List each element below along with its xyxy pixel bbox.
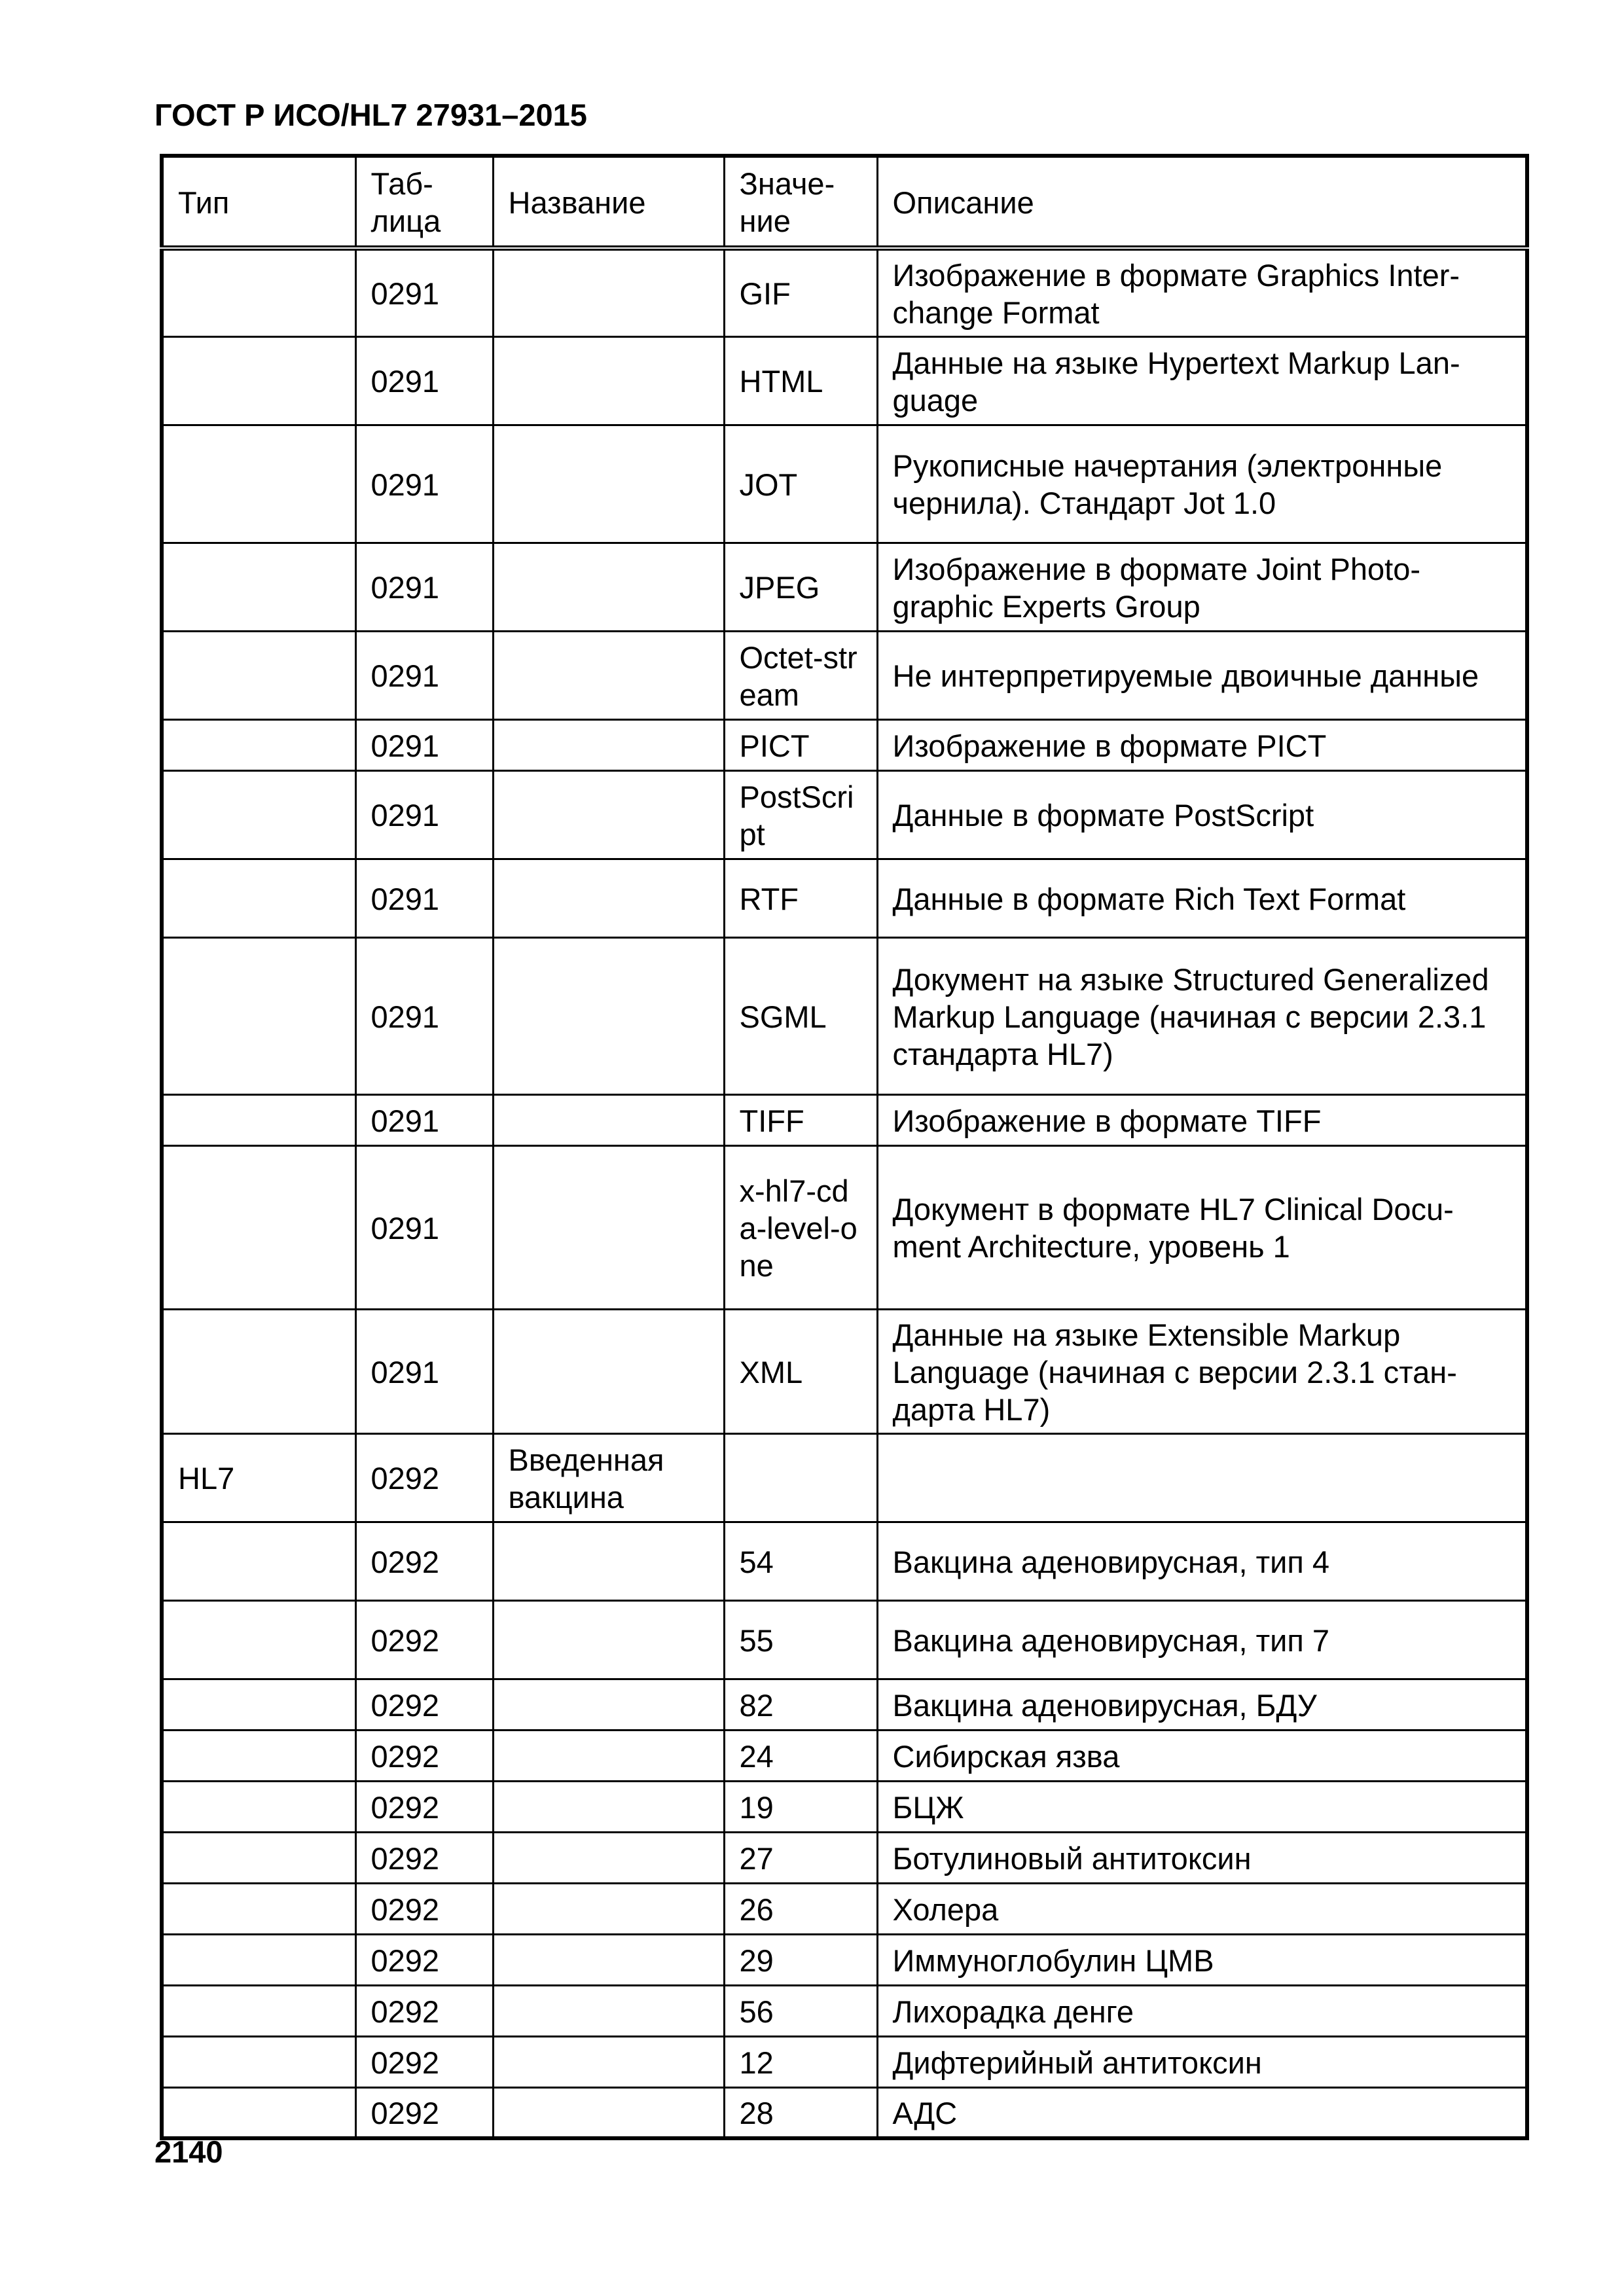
cell-type	[162, 1600, 355, 1679]
cell-type	[162, 248, 355, 336]
cell-value: XML	[724, 1309, 877, 1433]
cell-name	[493, 1883, 724, 1934]
cell-table: 0292	[355, 1934, 493, 1985]
column-header-table: Таб- лица	[355, 156, 493, 248]
cell-type	[162, 425, 355, 543]
cell-table: 0292	[355, 1730, 493, 1781]
cell-type	[162, 770, 355, 859]
cell-value: RTF	[724, 859, 877, 937]
cell-description: Вакцина аденовирусная, тип 7	[877, 1600, 1527, 1679]
cell-name	[493, 2087, 724, 2138]
cell-table: 0291	[355, 543, 493, 631]
table-row	[162, 1934, 1527, 1985]
table-header-row	[162, 156, 1527, 248]
cell-description: Данные в формате PostScript	[877, 770, 1527, 859]
cell-value: TIFF	[724, 1094, 877, 1145]
cell-name	[493, 2036, 724, 2087]
cell-value: 12	[724, 2036, 877, 2087]
table-row	[162, 859, 1527, 937]
cell-value: 55	[724, 1600, 877, 1679]
column-header-value: Значе- ние	[724, 156, 877, 248]
cell-description: Вакцина аденовирусная, тип 4	[877, 1522, 1527, 1600]
cell-value: 24	[724, 1730, 877, 1781]
cell-type	[162, 1883, 355, 1934]
cell-table: 0291	[355, 1145, 493, 1309]
cell-type	[162, 859, 355, 937]
cell-value: HTML	[724, 336, 877, 425]
table-row	[162, 543, 1527, 631]
table-row	[162, 937, 1527, 1094]
page-header: ГОСТ Р ИСО/HL7 27931–2015	[154, 98, 587, 132]
cell-table: 0292	[355, 1522, 493, 1600]
cell-type	[162, 1679, 355, 1730]
cell-table: 0292	[355, 1883, 493, 1934]
table-row	[162, 2087, 1527, 2138]
cell-table: 0291	[355, 719, 493, 770]
cell-value: JPEG	[724, 543, 877, 631]
cell-description: Данные на языке Hypertext Markup Lan-guage	[877, 336, 1527, 425]
table-row	[162, 2036, 1527, 2087]
cell-description: БЦЖ	[877, 1781, 1527, 1832]
cell-type	[162, 543, 355, 631]
cell-type	[162, 1522, 355, 1600]
cell-description: Документ в формате HL7 Clinical Docu-ment Architecture, уровень 1	[877, 1145, 1527, 1309]
cell-name	[493, 859, 724, 937]
cell-name	[493, 1730, 724, 1781]
table-row	[162, 1679, 1527, 1730]
cell-name	[493, 1309, 724, 1433]
cell-type	[162, 2087, 355, 2138]
cell-table: 0292	[355, 1781, 493, 1832]
cell-description: Иммуноглобулин ЦМВ	[877, 1934, 1527, 1985]
cell-description: Изображение в формате Graphics Inter-change Format	[877, 248, 1527, 336]
cell-table: 0292	[355, 1832, 493, 1883]
table-row	[162, 1730, 1527, 1781]
cell-type	[162, 1832, 355, 1883]
cell-type	[162, 1145, 355, 1309]
cell-type	[162, 937, 355, 1094]
table-row	[162, 1600, 1527, 1679]
cell-name	[493, 1985, 724, 2036]
cell-description: Вакцина аденовирусная, БДУ	[877, 1679, 1527, 1730]
cell-description: Холера	[877, 1883, 1527, 1934]
cell-name	[493, 1832, 724, 1883]
column-header-description: Описание	[877, 156, 1527, 248]
cell-description: Изображение в формате Joint Photo-graphic Experts Group	[877, 543, 1527, 631]
cell-type	[162, 719, 355, 770]
table-row	[162, 1781, 1527, 1832]
table-row	[162, 336, 1527, 425]
cell-name	[493, 1522, 724, 1600]
cell-type: HL7	[162, 1433, 355, 1522]
cell-table: 0291	[355, 770, 493, 859]
cell-description: Не интерпретируемые двоичные данные	[877, 631, 1527, 719]
cell-value: PICT	[724, 719, 877, 770]
cell-description: Лихорадка денге	[877, 1985, 1527, 2036]
cell-value: 82	[724, 1679, 877, 1730]
table-row	[162, 631, 1527, 719]
cell-table: 0292	[355, 2036, 493, 2087]
table-row	[162, 425, 1527, 543]
cell-description: Данные на языке Extensible Markup Language (начиная с версии 2.3.1 стан-дарта HL7)	[877, 1309, 1527, 1433]
cell-table: 0292	[355, 1600, 493, 1679]
cell-value: 26	[724, 1883, 877, 1934]
cell-table: 0292	[355, 1433, 493, 1522]
cell-type	[162, 1730, 355, 1781]
cell-value: SGML	[724, 937, 877, 1094]
cell-value: PostScript	[724, 770, 877, 859]
cell-table: 0291	[355, 937, 493, 1094]
cell-table: 0291	[355, 425, 493, 543]
cell-description: АДС	[877, 2087, 1527, 2138]
cell-value: GIF	[724, 248, 877, 336]
cell-description: Данные в формате Rich Text Format	[877, 859, 1527, 937]
cell-type	[162, 2036, 355, 2087]
table-row	[162, 1309, 1527, 1433]
cell-name	[493, 719, 724, 770]
cell-name	[493, 1600, 724, 1679]
table-row	[162, 1522, 1527, 1600]
table-row	[162, 719, 1527, 770]
cell-type	[162, 1985, 355, 2036]
cell-description: Дифтерийный антитоксин	[877, 2036, 1527, 2087]
cell-name	[493, 336, 724, 425]
cell-value: 29	[724, 1934, 877, 1985]
cell-name	[493, 425, 724, 543]
table-row	[162, 1985, 1527, 2036]
cell-description: Изображение в формате TIFF	[877, 1094, 1527, 1145]
cell-type	[162, 1309, 355, 1433]
table-row	[162, 1094, 1527, 1145]
cell-description: Документ на языке Structured Generalized Markup Language (начиная с версии 2.3.1 стандарта HL7)	[877, 937, 1527, 1094]
cell-table: 0292	[355, 1679, 493, 1730]
page-number: 2140	[154, 2134, 223, 2169]
column-header-type: Тип	[162, 156, 355, 248]
cell-table: 0291	[355, 631, 493, 719]
cell-value: 19	[724, 1781, 877, 1832]
cell-description: Рукописные начертания (электронные чернила). Стандарт Jot 1.0	[877, 425, 1527, 543]
code-table	[160, 154, 1529, 2140]
cell-type	[162, 1094, 355, 1145]
cell-table: 0292	[355, 2087, 493, 2138]
cell-table: 0291	[355, 859, 493, 937]
table-row	[162, 1883, 1527, 1934]
cell-value: JOT	[724, 425, 877, 543]
cell-table: 0291	[355, 1309, 493, 1433]
cell-name	[493, 1145, 724, 1309]
table-row	[162, 1832, 1527, 1883]
column-header-name: Название	[493, 156, 724, 248]
cell-table: 0291	[355, 336, 493, 425]
cell-type	[162, 1781, 355, 1832]
cell-value	[724, 1433, 877, 1522]
cell-name	[493, 937, 724, 1094]
table-row	[162, 1433, 1527, 1522]
cell-name	[493, 1094, 724, 1145]
cell-name	[493, 248, 724, 336]
cell-name	[493, 631, 724, 719]
cell-value: Octet-stream	[724, 631, 877, 719]
cell-description: Изображение в формате PICT	[877, 719, 1527, 770]
cell-name	[493, 543, 724, 631]
cell-table: 0291	[355, 248, 493, 336]
cell-value: 27	[724, 1832, 877, 1883]
cell-name	[493, 1934, 724, 1985]
cell-table: 0291	[355, 1094, 493, 1145]
cell-description	[877, 1433, 1527, 1522]
cell-value: 54	[724, 1522, 877, 1600]
cell-value: 28	[724, 2087, 877, 2138]
table-row	[162, 1145, 1527, 1309]
cell-value: x-hl7-cda-level-one	[724, 1145, 877, 1309]
cell-type	[162, 336, 355, 425]
cell-description: Сибирская язва	[877, 1730, 1527, 1781]
cell-value: 56	[724, 1985, 877, 2036]
table-row	[162, 770, 1527, 859]
cell-name: Введенная вакцина	[493, 1433, 724, 1522]
table-row	[162, 248, 1527, 336]
cell-name	[493, 770, 724, 859]
cell-name	[493, 1781, 724, 1832]
cell-name	[493, 1679, 724, 1730]
cell-description: Ботулиновый антитоксин	[877, 1832, 1527, 1883]
cell-type	[162, 1934, 355, 1985]
cell-table: 0292	[355, 1985, 493, 2036]
cell-type	[162, 631, 355, 719]
